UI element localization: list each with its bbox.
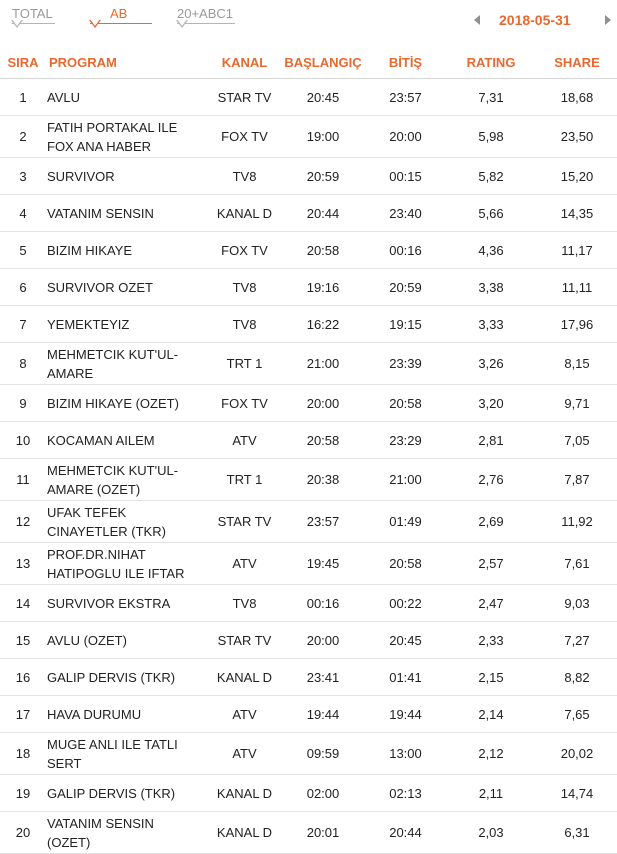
cell-program: [46, 79, 209, 116]
column-header-rating[interactable]: RATING: [445, 46, 537, 79]
cell-kanal: TV8: [209, 585, 280, 622]
table-row: [0, 269, 617, 306]
cell-share: 15,20: [537, 158, 617, 195]
cell-bitis: 01:41: [366, 659, 445, 696]
cell-kanal: TV8: [209, 158, 280, 195]
cell-baslangic: 20:38: [280, 459, 366, 501]
cell-program: [46, 585, 209, 622]
cell-baslangic: 02:00: [280, 775, 366, 812]
table-row: [0, 422, 617, 459]
cell-share: 23,50: [537, 116, 617, 158]
cell-baslangic: 23:57: [280, 501, 366, 543]
table-row: [0, 195, 617, 232]
cell-baslangic: 20:58: [280, 422, 366, 459]
table-row: [0, 543, 617, 585]
program-name-line: GALIP DERVIS (TKR): [47, 669, 176, 685]
table-row: [0, 622, 617, 659]
cell-share: 9,71: [537, 385, 617, 422]
cell-kanal: STAR TV: [209, 79, 280, 116]
cell-rating: 2,12: [445, 733, 537, 775]
cell-program: [46, 158, 209, 195]
cell-rating: 3,33: [445, 306, 537, 343]
cell-rating: 2,33: [445, 622, 537, 659]
cell-program: [46, 733, 209, 775]
cell-baslangic: 19:44: [280, 696, 366, 733]
program-name-line: SERT: [47, 755, 82, 771]
cell-sira: 7: [0, 306, 46, 343]
cell-share: 7,87: [537, 459, 617, 501]
table-row: [0, 79, 617, 116]
program-name-line: VATANIM SENSIN: [47, 205, 154, 221]
cell-program: [46, 659, 209, 696]
column-header-kanal[interactable]: KANAL: [209, 46, 280, 79]
cell-program: [46, 775, 209, 812]
cell-share: 8,15: [537, 343, 617, 385]
cell-kanal: KANAL D: [209, 659, 280, 696]
table-row: [0, 696, 617, 733]
program-name-line: FATIH PORTAKAL ILE: [47, 119, 178, 135]
cell-baslangic: 19:16: [280, 269, 366, 306]
cell-rating: 2,76: [445, 459, 537, 501]
program-name-line: KOCAMAN AILEM: [47, 432, 155, 448]
cell-bitis: 01:49: [366, 501, 445, 543]
cell-program: [46, 232, 209, 269]
cell-baslangic: 00:16: [280, 585, 366, 622]
cell-rating: 5,66: [445, 195, 537, 232]
cell-share: 7,65: [537, 696, 617, 733]
cell-sira: 3: [0, 158, 46, 195]
cell-rating: 2,47: [445, 585, 537, 622]
cell-bitis: 20:58: [366, 543, 445, 585]
program-name-line: AVLU: [47, 89, 80, 105]
selected-date: 2018-05-31: [499, 12, 571, 28]
cell-bitis: 00:15: [366, 158, 445, 195]
cell-bitis: 23:39: [366, 343, 445, 385]
table-row: [0, 775, 617, 812]
cell-rating: 4,36: [445, 232, 537, 269]
tab-ab[interactable]: [90, 6, 150, 21]
table-row: [0, 501, 617, 543]
cell-sira: 9: [0, 385, 46, 422]
cell-rating: 2,03: [445, 812, 537, 854]
cell-kanal: TRT 1: [209, 459, 280, 501]
cell-share: 7,61: [537, 543, 617, 585]
cell-baslangic: 09:59: [280, 733, 366, 775]
program-name-line: AMARE (OZET): [47, 481, 141, 497]
tab-20-abc1-caret-icon: [176, 20, 188, 28]
cell-rating: 2,57: [445, 543, 537, 585]
cell-kanal: STAR TV: [209, 622, 280, 659]
tab-total[interactable]: [12, 6, 53, 21]
program-name-line: CINAYETLER (TKR): [47, 523, 166, 539]
cell-program: [46, 501, 209, 543]
cell-bitis: 20:59: [366, 269, 445, 306]
cell-rating: 3,20: [445, 385, 537, 422]
tab-20-abc1[interactable]: [177, 6, 233, 21]
tab-total-label: TOTAL: [12, 6, 53, 21]
cell-kanal: FOX TV: [209, 116, 280, 158]
program-name-line: YEMEKTEYIZ: [47, 316, 130, 332]
program-name-line: SURVIVOR OZET: [47, 279, 153, 295]
table-row: [0, 232, 617, 269]
program-name-line: AVLU (OZET): [47, 632, 127, 648]
cell-sira: 6: [0, 269, 46, 306]
cell-bitis: 20:45: [366, 622, 445, 659]
cell-share: 14,74: [537, 775, 617, 812]
program-name-line: (OZET): [47, 834, 91, 850]
table-header: [0, 46, 617, 79]
cell-baslangic: 20:58: [280, 232, 366, 269]
program-name-line: UFAK TEFEK: [47, 504, 127, 520]
cell-program: [46, 459, 209, 501]
cell-bitis: 02:13: [366, 775, 445, 812]
cell-baslangic: 20:01: [280, 812, 366, 854]
cell-sira: 13: [0, 543, 46, 585]
cell-baslangic: 20:45: [280, 79, 366, 116]
cell-sira: 2: [0, 116, 46, 158]
program-name-line: HATIPOGLU ILE IFTAR: [47, 565, 185, 581]
table-row: [0, 459, 617, 501]
cell-sira: 8: [0, 343, 46, 385]
table-row: [0, 659, 617, 696]
next-date-arrow-icon[interactable]: [605, 15, 611, 25]
cell-program: [46, 343, 209, 385]
cell-rating: 2,11: [445, 775, 537, 812]
cell-share: 11,17: [537, 232, 617, 269]
program-name-line: MUGE ANLI ILE TATLI: [47, 736, 178, 752]
previous-date-arrow-icon[interactable]: [474, 15, 480, 25]
cell-baslangic: 19:00: [280, 116, 366, 158]
cell-sira: 18: [0, 733, 46, 775]
cell-kanal: KANAL D: [209, 812, 280, 854]
cell-program: [46, 422, 209, 459]
program-name-line: SURVIVOR: [47, 168, 115, 184]
cell-share: 9,03: [537, 585, 617, 622]
cell-kanal: ATV: [209, 422, 280, 459]
date-selector: [472, 12, 617, 32]
table-row: [0, 385, 617, 422]
cell-bitis: 13:00: [366, 733, 445, 775]
cell-program: [46, 543, 209, 585]
cell-program: [46, 622, 209, 659]
cell-sira: 19: [0, 775, 46, 812]
program-name-line: MEHMETCIK KUT'UL-: [47, 346, 179, 362]
cell-rating: 2,69: [445, 501, 537, 543]
column-header-bitis[interactable]: BİTİŞ: [366, 46, 445, 79]
cell-kanal: STAR TV: [209, 501, 280, 543]
cell-rating: 7,31: [445, 79, 537, 116]
cell-program: [46, 116, 209, 158]
cell-kanal: KANAL D: [209, 775, 280, 812]
program-name-line: FOX ANA HABER: [47, 138, 152, 154]
ratings-table: [0, 46, 617, 854]
program-name-line: BIZIM HIKAYE (OZET): [47, 395, 179, 411]
cell-sira: 17: [0, 696, 46, 733]
cell-program: [46, 306, 209, 343]
cell-kanal: ATV: [209, 696, 280, 733]
cell-rating: 5,98: [445, 116, 537, 158]
cell-share: 7,27: [537, 622, 617, 659]
cell-rating: 3,26: [445, 343, 537, 385]
cell-bitis: 21:00: [366, 459, 445, 501]
cell-kanal: FOX TV: [209, 232, 280, 269]
tab-total-caret-icon: [11, 20, 23, 28]
cell-kanal: FOX TV: [209, 385, 280, 422]
tab-ab-label: AB: [110, 6, 128, 21]
program-name-line: HAVA DURUMU: [47, 706, 142, 722]
table-row: [0, 585, 617, 622]
cell-bitis: 20:58: [366, 385, 445, 422]
cell-program: [46, 195, 209, 232]
cell-share: 18,68: [537, 79, 617, 116]
cell-bitis: 19:44: [366, 696, 445, 733]
cell-bitis: 20:44: [366, 812, 445, 854]
cell-share: 20,02: [537, 733, 617, 775]
header-row: [0, 46, 617, 79]
cell-sira: 16: [0, 659, 46, 696]
cell-share: 17,96: [537, 306, 617, 343]
cell-bitis: 23:57: [366, 79, 445, 116]
column-header-baslangic[interactable]: BAŞLANGIÇ: [280, 46, 366, 79]
cell-rating: 2,81: [445, 422, 537, 459]
cell-kanal: KANAL D: [209, 195, 280, 232]
cell-rating: 5,82: [445, 158, 537, 195]
cell-baslangic: 19:45: [280, 543, 366, 585]
cell-bitis: 23:29: [366, 422, 445, 459]
cell-kanal: TRT 1: [209, 343, 280, 385]
cell-bitis: 00:16: [366, 232, 445, 269]
cell-sira: 5: [0, 232, 46, 269]
cell-share: 14,35: [537, 195, 617, 232]
tab-ab-caret-icon: [89, 20, 101, 28]
cell-rating: 3,38: [445, 269, 537, 306]
cell-kanal: ATV: [209, 543, 280, 585]
cell-baslangic: 20:00: [280, 622, 366, 659]
cell-baslangic: 20:59: [280, 158, 366, 195]
cell-program: [46, 812, 209, 854]
cell-sira: 20: [0, 812, 46, 854]
table-body: [0, 79, 617, 854]
tab-20-abc1-label: 20+ABC1: [177, 6, 234, 21]
cell-kanal: ATV: [209, 733, 280, 775]
program-name-line: BIZIM HIKAYE: [47, 242, 132, 258]
table-row: [0, 306, 617, 343]
cell-baslangic: 20:44: [280, 195, 366, 232]
cell-bitis: 20:00: [366, 116, 445, 158]
cell-program: [46, 696, 209, 733]
program-name-line: GALIP DERVIS (TKR): [47, 785, 176, 801]
cell-bitis: 19:15: [366, 306, 445, 343]
cell-share: 11,92: [537, 501, 617, 543]
program-name-line: AMARE: [47, 365, 94, 381]
cell-rating: 2,15: [445, 659, 537, 696]
cell-program: [46, 269, 209, 306]
cell-share: 6,31: [537, 812, 617, 854]
column-header-sira[interactable]: SIRA: [0, 46, 46, 79]
cell-sira: 14: [0, 585, 46, 622]
program-name-line: PROF.DR.NIHAT: [47, 546, 146, 562]
cell-share: 11,11: [537, 269, 617, 306]
column-header-program[interactable]: PROGRAM: [46, 46, 209, 79]
cell-kanal: TV8: [209, 269, 280, 306]
cell-share: 8,82: [537, 659, 617, 696]
cell-share: 7,05: [537, 422, 617, 459]
cell-rating: 2,14: [445, 696, 537, 733]
cell-sira: 15: [0, 622, 46, 659]
program-name-line: MEHMETCIK KUT'UL-: [47, 462, 179, 478]
table-row: [0, 158, 617, 195]
column-header-share[interactable]: SHARE: [537, 46, 617, 79]
cell-sira: 10: [0, 422, 46, 459]
table-row: [0, 116, 617, 158]
cell-baslangic: 21:00: [280, 343, 366, 385]
cell-baslangic: 20:00: [280, 385, 366, 422]
cell-bitis: 23:40: [366, 195, 445, 232]
filter-bar: [0, 0, 617, 42]
table-row: [0, 812, 617, 854]
cell-program: [46, 385, 209, 422]
table-row: [0, 733, 617, 775]
program-name-line: SURVIVOR EKSTRA: [47, 595, 171, 611]
cell-baslangic: 23:41: [280, 659, 366, 696]
table-row: [0, 343, 617, 385]
program-name-line: VATANIM SENSIN: [47, 815, 154, 831]
cell-sira: 11: [0, 459, 46, 501]
cell-kanal: TV8: [209, 306, 280, 343]
cell-bitis: 00:22: [366, 585, 445, 622]
cell-baslangic: 16:22: [280, 306, 366, 343]
cell-sira: 4: [0, 195, 46, 232]
cell-sira: 12: [0, 501, 46, 543]
cell-sira: 1: [0, 79, 46, 116]
